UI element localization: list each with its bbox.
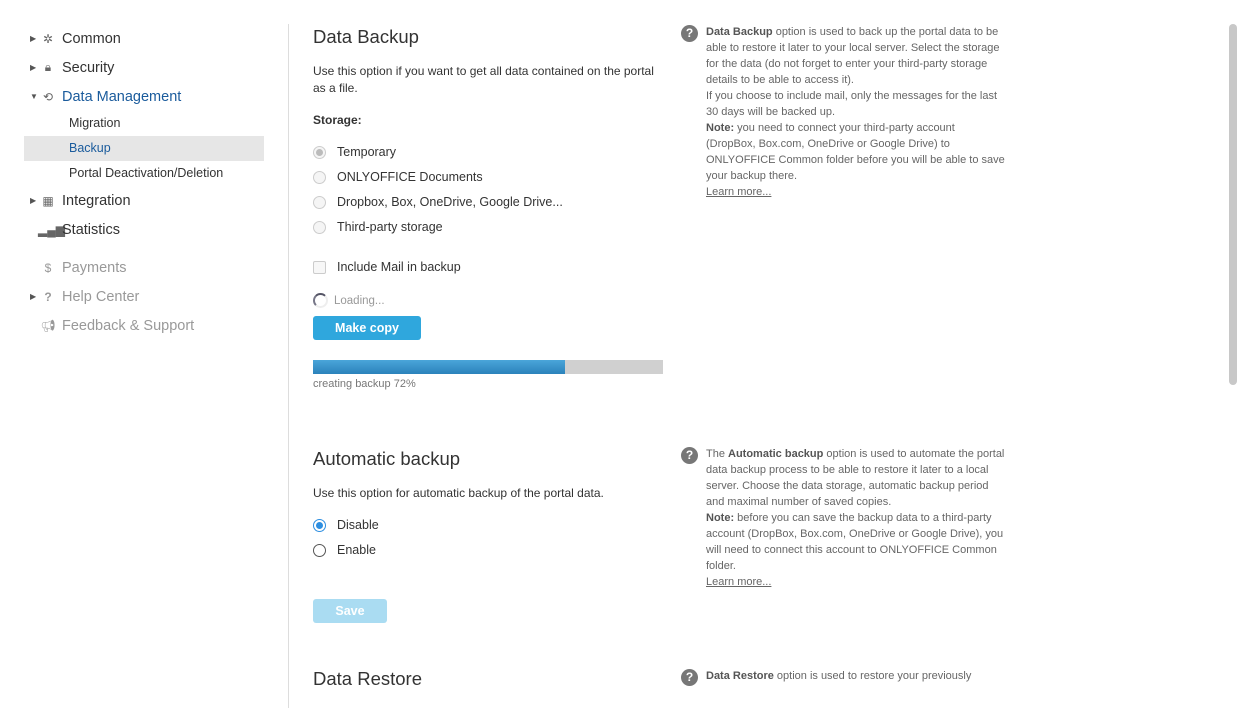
auto-enable-radio[interactable]: Enable (313, 543, 376, 557)
nav-feedback[interactable] (24, 311, 264, 340)
storage-label: Storage: (313, 113, 362, 127)
divider (288, 24, 289, 708)
nav-common[interactable] (24, 24, 264, 53)
learn-more-link[interactable]: Learn more... (706, 576, 772, 588)
nav-data-management[interactable] (24, 82, 264, 111)
nav-payments[interactable] (24, 253, 264, 282)
nav-label: Security (62, 59, 115, 76)
auto-disable-radio[interactable]: Disable (313, 518, 379, 532)
sidebar (24, 24, 264, 340)
nav-statistics[interactable] (24, 215, 264, 244)
nav-help-center[interactable] (24, 282, 264, 311)
nav-label: Statistics (62, 221, 121, 238)
megaphone-icon: 📢︎ (40, 318, 56, 333)
caret-right-icon: ▶ (30, 196, 37, 205)
nav-integration[interactable] (24, 186, 264, 215)
help-data-backup: ? Data Backup option is used to back up the portal data to be able to restore it later to your local server. Select the storage for the data (do not forget to enter your third-party storage details to be able to access it). If you choose to include mail, only the messages for the last 30 days will be backed up. Note: you need to connect your third-party account (DropBox, Box.com, OneDrive or Google Drive) to ONLYOFFICE Common folder before you will be able to save your backup there. Learn more... (681, 24, 1011, 200)
make-copy-button[interactable]: Make copy (313, 316, 421, 340)
nav-label: Feedback & Support (62, 317, 195, 334)
bar-chart-icon: ▂▄▆ (38, 222, 65, 237)
dollar-icon: $ (44, 260, 52, 275)
sub-migration[interactable]: Migration (69, 116, 121, 130)
help-icon: ? (681, 447, 698, 464)
nav-label: Payments (62, 259, 127, 276)
nav-label: Help Center (62, 288, 140, 305)
help-data-restore: ? Data Restore option is used to restore your previously (681, 668, 1011, 684)
help-icon: ? (681, 25, 698, 42)
nav-security[interactable] (24, 53, 264, 82)
nav-label: Common (62, 30, 121, 47)
spinner-icon (313, 293, 328, 308)
caret-right-icon: ▶ (30, 63, 37, 72)
grid-icon: ▦ (42, 193, 54, 208)
caret-down-icon: ▼ (30, 92, 38, 101)
progress-text: creating backup 72% (313, 378, 416, 390)
loading-indicator: Loading... (313, 293, 385, 308)
gear-icon: ✲ (42, 31, 54, 46)
question-icon: ? (44, 289, 52, 304)
storage-third-party[interactable]: Third-party storage (313, 220, 443, 234)
sub-portal-deactivation[interactable]: Portal Deactivation/Deletion (69, 166, 224, 180)
save-button[interactable]: Save (313, 599, 387, 623)
help-automatic-backup: ? The Automatic backup option is used to automate the portal data backup process to be able to restore it later to a local server. Choose the data storage, automatic backup period and maximal number of saved copies. Note: before you can save the backup data to a third-party account (DropBox, Box.com, OneDrive or Google Drive), you will need to connect this account to ONLYOFFICE Common folder. Learn more... (681, 446, 1011, 590)
storage-temporary[interactable]: Temporary (313, 145, 396, 159)
nav-label: Data Management (62, 88, 182, 105)
data-restore-title: Data Restore (313, 668, 422, 689)
lock-icon: 🔒︎ (44, 60, 52, 74)
backup-progress-bar (313, 360, 663, 374)
data-backup-title: Data Backup (313, 26, 419, 47)
automatic-backup-desc: Use this option for automatic backup of the portal data. (313, 486, 604, 500)
help-icon: ? (681, 669, 698, 686)
caret-right-icon: ▶ (30, 292, 37, 301)
caret-right-icon: ▶ (30, 34, 37, 43)
nav-label: Integration (62, 192, 131, 209)
data-backup-desc: Use this option if you want to get all data contained on the portal as a file. (313, 64, 654, 95)
restore-icon: ⟲ (42, 89, 54, 104)
automatic-backup-title: Automatic backup (313, 448, 461, 469)
scrollbar-thumb[interactable] (1229, 24, 1237, 385)
storage-onlyoffice[interactable]: ONLYOFFICE Documents (313, 170, 483, 184)
storage-cloud[interactable]: Dropbox, Box, OneDrive, Google Drive... (313, 195, 563, 209)
sub-backup[interactable]: Backup (24, 136, 264, 161)
learn-more-link[interactable]: Learn more... (706, 186, 772, 198)
include-mail-checkbox[interactable]: Include Mail in backup (313, 260, 461, 274)
